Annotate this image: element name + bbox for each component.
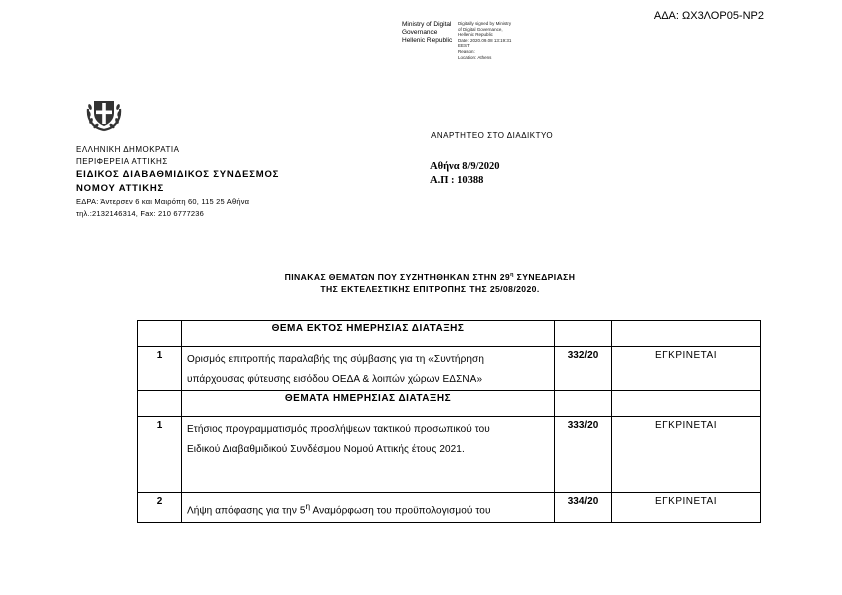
org-name-2: ΝΟΜΟΥ ΑΤΤΙΚΗΣ [76, 183, 165, 194]
signature-line: Ministry of Digital [402, 21, 452, 28]
signature-detail: Hellenic Republic [458, 32, 493, 38]
table-row [138, 321, 761, 347]
heading-line-2: ΤΗΣ ΕΚΤΕΛΕΣΤΙΚΗΣ ΕΠΙΤΡΟΠΗΣ ΤΗΣ 25/08/2020. [320, 283, 540, 294]
organization-header [76, 144, 279, 220]
item-description [182, 493, 555, 523]
decision-status: ΕΓΚΡΙΝΕΤΑΙ [612, 493, 761, 523]
ada-code: ΑΔΑ: ΩΧ3ΛΟΡ05-ΝΡ2 [653, 10, 764, 22]
item-description [182, 347, 555, 391]
item-text-line: υπάρχουσας φύτευσης εισόδου ΟΕΔΑ & λοιπών χώρων ΕΔΣΝΑ» [187, 374, 483, 385]
publish-note: ΑΝΑΡΤΗΤΕΟ ΣΤΟ ΔΙΑΔΙΚΤΥΟ [431, 131, 554, 140]
signature-detail: Digitally signed by Ministry [458, 21, 512, 26]
table-row [138, 347, 761, 391]
agenda-table [137, 320, 761, 523]
table-row [138, 493, 761, 523]
document-heading [170, 269, 690, 295]
item-description [182, 417, 555, 493]
decision-number: 334/20 [555, 493, 612, 523]
item-number: 2 [138, 493, 182, 523]
item-ordinal: η [305, 501, 311, 511]
item-number: 1 [138, 347, 182, 391]
item-number: 1 [138, 417, 182, 493]
item-text-line: Ορισμός επιτροπής παραλαβής της σύμβασης για τη «Συντήρηση [187, 354, 484, 365]
item-text: Λήψη απόφασης για την 5 [187, 505, 306, 517]
table-row [138, 391, 761, 417]
decision-status: ΕΓΚΡΙΝΕΤΑΙ [612, 347, 761, 391]
table-cell [612, 321, 761, 347]
heading-line-1 [170, 269, 690, 283]
hellenic-republic-emblem-icon [84, 93, 124, 133]
heading-text: ΣΥΝΕΔΡΙΑΣΗ [513, 271, 576, 282]
org-name: ΕΙΔΙΚΟΣ ΔΙΑΒΑΘΜΙΔΙΚΟΣ ΣΥΝΔΕΣΜΟΣ [76, 169, 280, 180]
org-country: ΕΛΛΗΝΙΚΗ ΔΗΜΟΚΡΑΤΙΑ [76, 145, 180, 154]
document-date: Αθήνα 8/9/2020 [430, 161, 500, 172]
decision-number: 332/20 [555, 347, 612, 391]
signature-detail: of Digital Governance, [458, 26, 503, 32]
date-block [430, 160, 500, 188]
signature-detail: EEST [458, 43, 470, 49]
protocol-number: Α.Π : 10388 [430, 175, 484, 186]
item-text: Αναμόρφωση του προϋπολογισμού του [310, 505, 491, 517]
table-cell [555, 321, 612, 347]
table-row [138, 417, 761, 493]
table-cell [138, 321, 182, 347]
item-text-line: Ετήσιος προγραμματισμός προσλήψεων τακτικού προσωπικού του [187, 424, 490, 435]
signature-line: Governance [402, 29, 438, 36]
signature-line: Hellenic Republic [402, 37, 453, 44]
signature-detail: Date: 2020.09.08 13:19:31 [458, 37, 512, 43]
item-text-line: Ειδικού Διαβαθμιδικού Συνδέσμου Νομού Αττικής έτους 2021. [187, 444, 465, 455]
section-header: ΘΕΜΑΤΑ ΗΜΕΡΗΣΙΑΣ ΔΙΑΤΑΞΗΣ [182, 391, 555, 417]
heading-ordinal: η [510, 272, 514, 278]
table-cell [555, 391, 612, 417]
org-contact: τηλ.:2132146314, Fax: 210 6777236 [76, 209, 204, 218]
decision-status: ΕΓΚΡΙΝΕΤΑΙ [612, 417, 761, 493]
signature-detail: Reason: [458, 48, 475, 54]
heading-text: ΠΙΝΑΚΑΣ ΘΕΜΑΤΩΝ ΠΟΥ ΣΥΖΗΤΗΘΗΚΑΝ ΣΤΗΝ 29 [284, 271, 511, 282]
item-text-line [187, 496, 548, 521]
decision-number: 333/20 [555, 417, 612, 493]
section-header: ΘΕΜΑ ΕΚΤΟΣ ΗΜΕΡΗΣΙΑΣ ΔΙΑΤΑΞΗΣ [182, 321, 555, 347]
table-cell [138, 391, 182, 417]
signature-detail: Location: Athens [458, 54, 492, 60]
org-address: ΕΔΡΑ: Άντερσεν 6 και Μαιρόπη 60, 115 25 Αθήνα [76, 197, 250, 206]
org-region: ΠΕΡΙΦΕΡΕΙΑ ΑΤΤΙΚΗΣ [76, 157, 168, 166]
table-cell [612, 391, 761, 417]
digital-signature-stamp [402, 21, 511, 60]
